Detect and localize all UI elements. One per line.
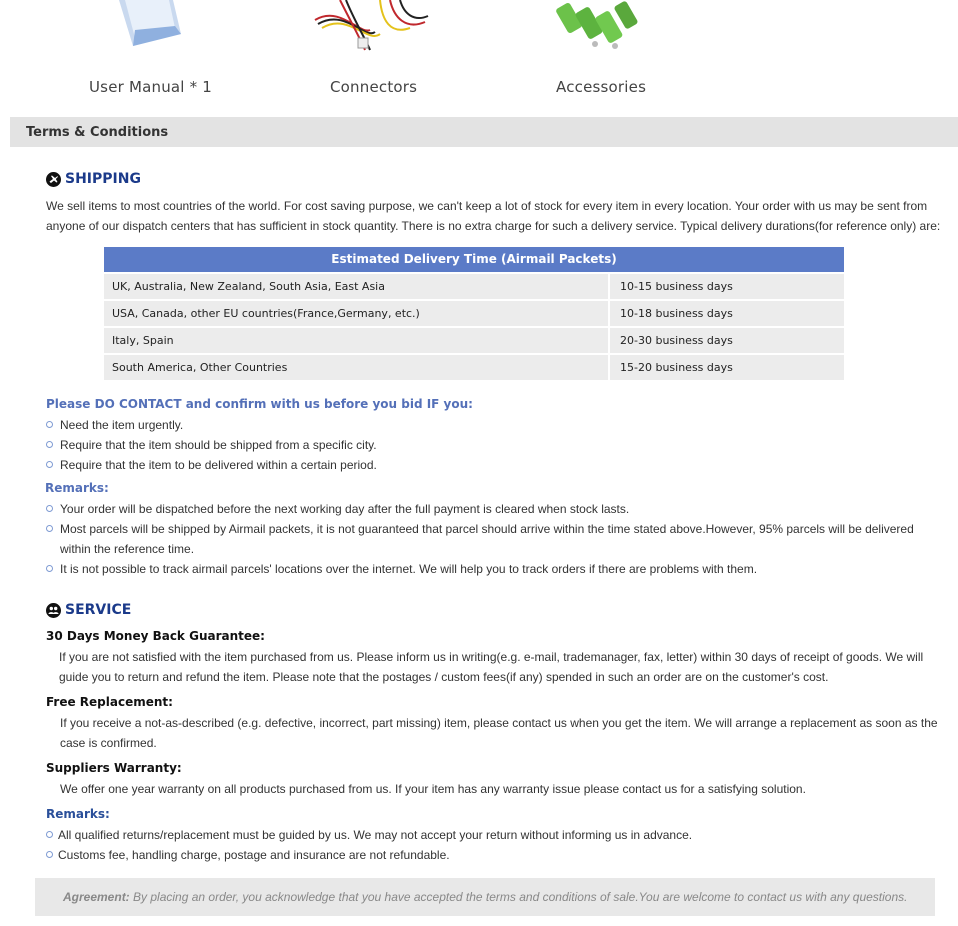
service-title: SERVICE — [65, 602, 132, 618]
list-item-text: It is not possible to track airmail parcels' locations over the internet. We will help you to track orders if there are problems with them. — [60, 562, 758, 576]
warranty-text: We offer one year warranty on all products purchased from us. If your item has any warranty issue please contact us for a satisfying solution. — [60, 782, 806, 796]
contact-list — [46, 415, 946, 475]
people-icon — [46, 603, 61, 618]
list-item — [46, 845, 946, 865]
money-back-text: If you are not satisfied with the item purchased from us. Please inform us in writing(e.g. e-mail, trademanager, fax, letter) within 30 days of receipt of goods. We will guide you to return and refund the item. Please note that the postages / custom fees(if any) spended in such an order are on the customer's cost. — [59, 650, 924, 684]
table-row — [104, 274, 844, 299]
shipping-heading — [46, 171, 141, 187]
shipping-remarks-heading: Remarks: — [45, 481, 109, 495]
delivery-table-header: Estimated Delivery Time (Airmail Packets) — [104, 247, 844, 272]
time-cell: 10-15 business days — [610, 274, 844, 299]
list-item-text: Your order will be dispatched before the next working day after the full payment is cleared when stock lasts. — [60, 502, 630, 516]
list-item — [46, 559, 946, 579]
agreement-text — [63, 890, 908, 904]
list-item — [46, 499, 946, 519]
list-item — [46, 435, 946, 455]
agreement-box — [35, 878, 935, 916]
time-cell: 20-30 business days — [610, 328, 844, 353]
product-label-manual: User Manual * 1 — [89, 78, 213, 96]
list-item — [46, 519, 946, 559]
list-item-text: Need the item urgently. — [60, 418, 184, 432]
bullet-icon — [46, 565, 53, 572]
bullet-icon — [46, 461, 53, 468]
list-item-text: Require that the item to be delivered within a certain period. — [60, 458, 377, 472]
contact-heading: Please DO CONTACT and confirm with us before you bid IF you: — [46, 397, 473, 411]
accessories-image — [555, 0, 645, 52]
time-cell: 15-20 business days — [610, 355, 844, 380]
shipping-intro: We sell items to most countries of the world. For cost saving purpose, we can't keep a lot of stock for every item in every location. Your order with us may be sent from anyone of our dispatch centers that has sufficient in stock quantity. There is no extra charge for such a delivery service. Typical delivery durations(for reference only) are: — [46, 199, 941, 233]
bullet-icon — [46, 505, 53, 512]
time-cell: 10-18 business days — [610, 301, 844, 326]
table-row — [104, 301, 844, 326]
list-item — [46, 455, 946, 475]
money-back-heading: 30 Days Money Back Guarantee: — [46, 629, 265, 643]
airplane-icon — [46, 172, 61, 187]
agreement-label: Agreement: — [63, 890, 130, 904]
terms-title: Terms & Conditions — [26, 125, 169, 140]
connectors-image — [310, 0, 430, 52]
list-item-text: Most parcels will be shipped by Airmail packets, it is not guaranteed that parcel should arrive within the time stated above.However, 95% parcels will be delivered within the reference time. — [60, 522, 914, 556]
agreement-body: By placing an order, you acknowledge that you have accepted the terms and conditions of sale.You are welcome to contact us with any questions. — [129, 890, 908, 904]
bullet-icon — [46, 441, 53, 448]
list-item — [46, 415, 946, 435]
terms-bar — [10, 117, 958, 147]
service-remarks-heading: Remarks: — [46, 807, 110, 821]
table-row — [104, 328, 844, 353]
bullet-icon — [46, 525, 53, 532]
service-heading — [46, 602, 131, 618]
bullet-icon — [46, 851, 53, 858]
bullet-icon — [46, 831, 53, 838]
list-item-text: Require that the item should be shipped from a specific city. — [60, 438, 377, 452]
table-row — [104, 355, 844, 380]
region-cell: Italy, Spain — [104, 328, 608, 353]
list-item-text: Customs fee, handling charge, postage and insurance are not refundable. — [58, 848, 450, 862]
list-item-text: All qualified returns/replacement must be guided by us. We may not accept your return without informing us in advance. — [58, 828, 693, 842]
warranty-heading: Suppliers Warranty: — [46, 761, 182, 775]
service-remarks-list — [46, 825, 946, 865]
product-label-accessories: Accessories — [556, 78, 647, 96]
region-cell: USA, Canada, other EU countries(France,Germany, etc.) — [104, 301, 608, 326]
product-label-connectors: Connectors — [330, 78, 418, 96]
shipping-title: SHIPPING — [65, 171, 141, 187]
replacement-heading: Free Replacement: — [46, 695, 173, 709]
shipping-remarks-list — [46, 499, 946, 579]
region-cell: South America, Other Countries — [104, 355, 608, 380]
manual-image — [115, 0, 185, 48]
region-cell: UK, Australia, New Zealand, South Asia, East Asia — [104, 274, 608, 299]
replacement-text: If you receive a not-as-described (e.g. defective, incorrect, part missing) item, please contact us when you get the item. We will arrange a replacement as soon as the case is confirmed. — [60, 716, 938, 750]
delivery-table — [104, 247, 844, 380]
list-item — [46, 825, 946, 845]
bullet-icon — [46, 421, 53, 428]
